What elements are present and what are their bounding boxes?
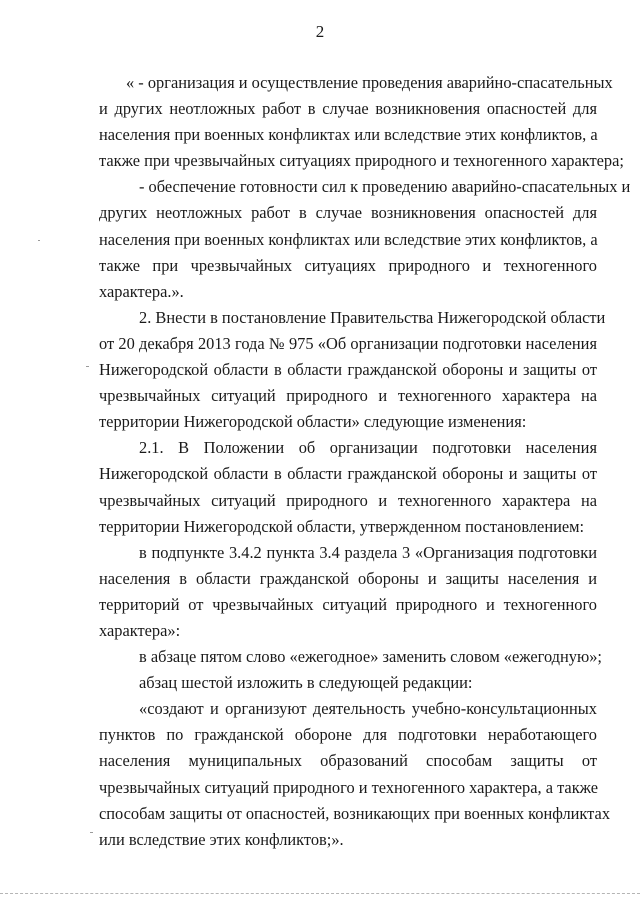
paragraph-2 bbox=[99, 174, 631, 304]
text-line: и других неотложных работ в случае возникновения опасностей для bbox=[99, 99, 597, 119]
text-line: характера.». bbox=[99, 281, 184, 301]
text-line: также при чрезвычайных ситуациях природного и техногенного характера; bbox=[99, 151, 624, 171]
text-line: чрезвычайных ситуаций природного и техногенного характера на bbox=[99, 386, 597, 406]
text-line: Нижегородской области в области гражданской обороны и защиты от bbox=[99, 464, 597, 484]
scan-mark bbox=[38, 240, 40, 241]
paragraph-6 bbox=[99, 644, 602, 670]
text-line: населения в области гражданской обороны и защиты населения и bbox=[99, 568, 597, 588]
text-line: в абзаце пятом слово «ежегодное» заменить словом «ежегодную»; bbox=[139, 647, 602, 667]
text-line: территории Нижегородской области, утвержденном постановлением: bbox=[99, 516, 585, 536]
text-line: также при чрезвычайных ситуациях природного и техногенного bbox=[99, 255, 597, 275]
paragraph-8 bbox=[99, 696, 611, 853]
text-line: населения при военных конфликтах или вследствие этих конфликтов, а bbox=[99, 229, 598, 249]
text-line: - обеспечение готовности сил к проведению аварийно-спасательных и bbox=[139, 177, 631, 197]
text-line: абзац шестой изложить в следующей редакции: bbox=[139, 673, 473, 693]
page-number: 2 bbox=[315, 22, 325, 41]
paragraph-1 bbox=[99, 70, 624, 174]
text-line: территории Нижегородской области» следующие изменения: bbox=[99, 412, 527, 432]
text-line: характера»: bbox=[99, 620, 181, 640]
text-line: «создают и организуют деятельность учебно-консультационных bbox=[139, 699, 597, 719]
paragraph-7 bbox=[99, 670, 597, 696]
text-line: способам защиты от опасностей, возникающих при военных конфликтах bbox=[99, 803, 611, 823]
page-bottom-edge bbox=[0, 893, 640, 894]
text-line: 2.1. В Положении об организации подготовки населения bbox=[139, 438, 597, 458]
scan-mark bbox=[86, 366, 89, 367]
text-line: населения муниципальных образований способам защиты от bbox=[99, 751, 597, 771]
paragraph-5 bbox=[99, 540, 597, 644]
text-line: в подпункте 3.4.2 пункта 3.4 раздела 3 «Организация подготовки bbox=[139, 542, 597, 562]
text-line: от 20 декабря 2013 года № 975 «Об организации подготовки населения bbox=[99, 333, 597, 353]
paragraph-3 bbox=[99, 305, 606, 435]
document-body bbox=[99, 70, 631, 853]
text-line: чрезвычайных ситуаций природного и техногенного характера, а также bbox=[99, 777, 599, 797]
text-line: пунктов по гражданской обороне для подготовки неработающего bbox=[99, 725, 597, 745]
text-line: или вследствие этих конфликтов;». bbox=[99, 829, 344, 849]
text-line: « - организация и осуществление проведения аварийно-спасательных bbox=[126, 73, 613, 92]
text-line: 2. Внести в постановление Правительства Нижегородской области bbox=[139, 307, 606, 327]
scan-mark bbox=[90, 832, 93, 833]
paragraph-4 bbox=[99, 435, 597, 539]
text-line: населения при военных конфликтах или вследствие этих конфликтов, а bbox=[99, 125, 598, 145]
text-line: других неотложных работ в случае возникновения опасностей для bbox=[99, 203, 597, 223]
text-line: территорий от чрезвычайных ситуаций природного и техногенного bbox=[99, 594, 597, 614]
text-line: чрезвычайных ситуаций природного и техногенного характера на bbox=[99, 490, 597, 510]
text-line: Нижегородской области в области гражданской обороны и защиты от bbox=[99, 360, 597, 380]
